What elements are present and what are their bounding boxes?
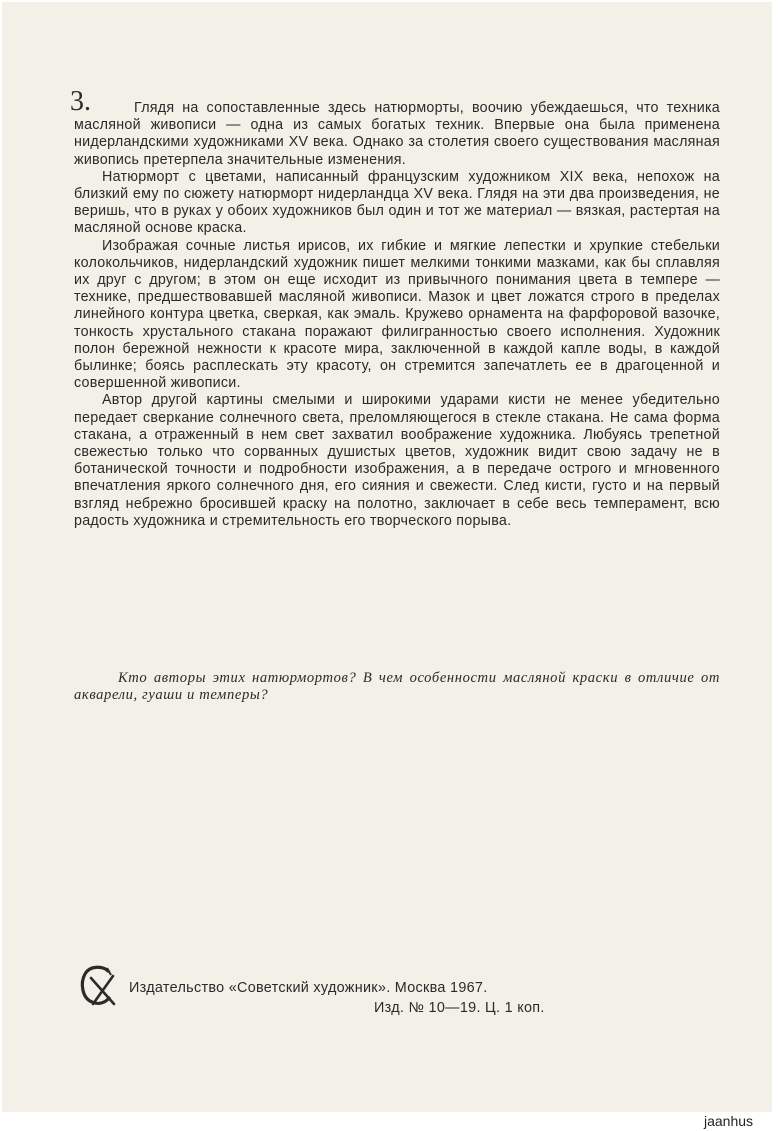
article-text <box>74 100 720 530</box>
watermark: jaanhus <box>704 1113 754 1129</box>
paragraph-2: Натюрморт с цветами, написанный французским художником XIX века, непохож на близкий ему по сюжету натюрморт нидерландца XV века. Глядя на эти два произведения, не веришь, что в руках у обоих художников был один и тот же материал — вязкая, растертая на масляной основе краска. <box>74 168 720 237</box>
paragraph-4: Автор другой картины смелыми и широкими ударами кисти не менее убедительно передает сверкание солнечного света, преломляющегося в стекле стакана. Не сама форма стакана, а отраженный в нем свет захватил воображение художника. Любуясь трепетной свежестью только что сорванных душистых цветов, художник видит свою задачу не в ботанической точности и подробности изображения, а в передаче острого и мгновенного впечатления яркого солнечного дня, его сияния и свежести. След кисти, густо и на первый взгляд небрежно бросившей краску на полотно, заключает в себе весь темперамент, всю радость художника и стремительность его творческого порыва. <box>74 392 720 529</box>
review-question: Кто авторы этих натюрмортов? В чем особенности масляной краски в отличие от акварели, гуаши и темперы? <box>74 670 720 704</box>
paragraph-3: Изображая сочные листья ирисов, их гибкие и мягкие лепестки и хрупкие стебельки колокольчиков, нидерландский художник пишет мелкими тонкими мазками, как бы сплавляя их друг с другом; в этом он еще исходит из привычного понимания цвета в темпере — технике, предшествовавшей масляной живописи. Мазок и цвет ложатся строго в пределах линейного контура цветка, сверкая, как эмаль. Кружево орнамента на фарфоровой вазочке, тонкость хрустального стакана поражают филигранностью своего исполнения. Художник полон бережной нежности к красоте мира, заключенной в каждой капле воды, в каждой былинке; боясь расплескать эту красоту, он стремится запечатлеть ее в драгоценной и совершенной живописи. <box>74 237 720 392</box>
imprint-line: Изд. № 10—19. Ц. 1 коп. <box>374 1000 545 1016</box>
page-number: 3. <box>70 86 91 117</box>
publisher-line: Издательство «Советский художник». Москва 1967. <box>129 980 488 996</box>
postcard-back <box>2 2 772 1112</box>
paragraph-1: Глядя на сопоставленные здесь натюрморты, воочию убеждаешься, что техника масляной живописи — одна из самых богатых техник. Впервые она была применена нидерландскими художниками XV века. Однако за столетия своего существования масляная живопись претерпела значительные изменения. <box>74 100 720 168</box>
publisher-logo-icon <box>78 962 120 1008</box>
